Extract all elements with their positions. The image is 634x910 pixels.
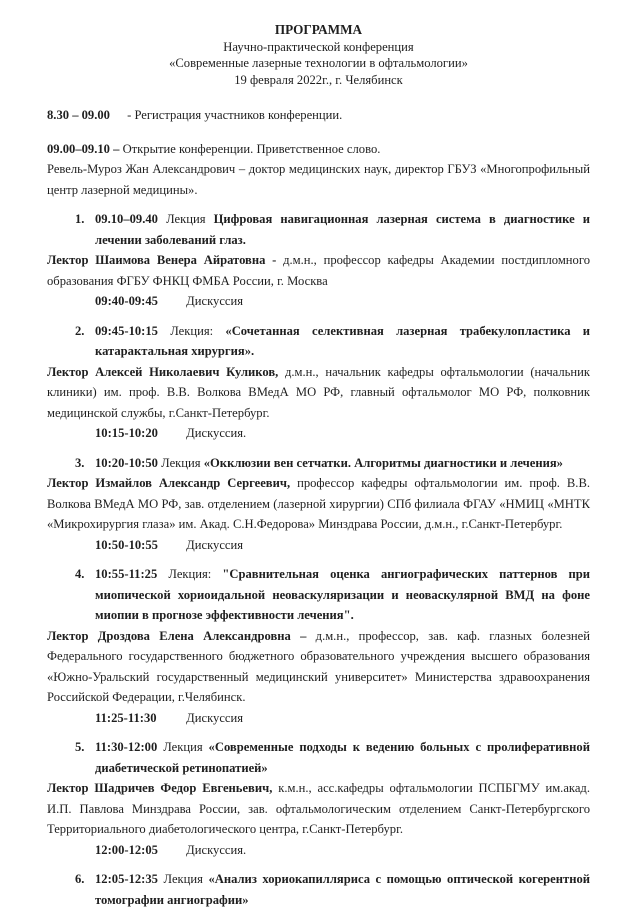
discussion-time: 10:15-10:20 bbox=[95, 426, 158, 440]
document-subtitle-1: Научно-практической конференция bbox=[223, 39, 414, 54]
item-time: 09.10–09.40 bbox=[95, 212, 158, 226]
item-number: 4. bbox=[75, 567, 85, 581]
item-discussion bbox=[47, 423, 590, 444]
item-discussion bbox=[47, 840, 590, 861]
item-header bbox=[47, 453, 590, 474]
item-type: Лекция bbox=[163, 740, 203, 754]
opening-time: 09.00–09.10 – bbox=[47, 141, 120, 156]
lecturer-info: д.м.н., профессор кафедры Академии постдипломного образования ФГБУ ФНКЦ ФМБА России, г. Москва bbox=[47, 253, 590, 288]
lecturer-name: Лектор Шадричев Федор Евгеньевич, bbox=[47, 781, 273, 795]
lecturer-name: Лектор Шаимова Венера Айратовна - bbox=[47, 253, 277, 267]
program-item-5 bbox=[47, 737, 590, 860]
item-header bbox=[47, 737, 590, 778]
item-header bbox=[47, 321, 590, 362]
lecturer-name: Лектор Алексей Николаевич Куликов, bbox=[47, 364, 279, 379]
discussion-label: Дискуссия. bbox=[186, 842, 247, 857]
item-lecturer bbox=[47, 626, 590, 708]
item-title: "Сравнительная оценка ангиографических паттернов при миопической хориоидальной неоваскуляризации и неоваскулярной ВМД на фоне миопии в прогнозе эффективности лечения". bbox=[95, 567, 590, 622]
lecturer-info: д.м.н., профессор, зав. каф. глазных болезней Федерального государственного бюджетного образовательного учреждения высшего образования «Южно-Уральский государственный медицинский университет» Министерства здравоохранения Российской Федерации, г.Челябинск. bbox=[47, 628, 590, 704]
lecturer-info: профессор кафедры офтальмологии им. проф. В.В. Волкова ВМедА МО РФ, зав. отделением (лазерной хирургии) СПб филиала ФГАУ «НМИЦ «МНТК «Микрохирургия глаза» им. Акад. С.Н.Федорова» Минздрава России, д.м.н., г.Санкт-Петербург. bbox=[47, 476, 590, 531]
opening-speaker: Ревель-Муроз Жан Александрович – доктор медицинских наук, директор ГБУЗ «Многопрофильный центр лазерной медицины». bbox=[47, 162, 590, 197]
item-number: 1. bbox=[75, 212, 85, 226]
lecturer-info: д.м.н., начальник кафедры офтальмологии (начальник клиники) им. проф. В.В. Волкова ВМедА МО РФ, главный офтальмолог МО РФ, полковник медицинской службы, г.Санкт-Петербург. bbox=[47, 364, 591, 420]
item-lecturer bbox=[47, 778, 590, 840]
item-number: 6. bbox=[75, 872, 85, 886]
item-type: Лекция bbox=[166, 212, 206, 226]
item-lecturer bbox=[47, 473, 590, 535]
document-subtitle-3: 19 февраля 2022г., г. Челябинск bbox=[234, 72, 403, 87]
discussion-time: 10:50-10:55 bbox=[95, 537, 158, 552]
discussion-time: 11:25-11:30 bbox=[95, 710, 157, 725]
item-discussion bbox=[47, 708, 590, 729]
item-type: Лекция bbox=[163, 872, 203, 886]
item-type: Лекция: bbox=[170, 323, 214, 338]
item-time: 10:55-11:25 bbox=[95, 567, 158, 581]
registration-time: 8.30 – 09.00 bbox=[47, 108, 110, 122]
item-type: Лекция bbox=[161, 455, 201, 470]
item-type: Лекция: bbox=[168, 567, 212, 581]
program-item-6 bbox=[47, 869, 590, 910]
discussion-time: 12:00-12:05 bbox=[95, 842, 158, 857]
document-subtitle-2: «Современные лазерные технологии в офтальмологии» bbox=[169, 56, 468, 70]
item-time: 11:30-12:00 bbox=[95, 740, 158, 754]
opening-block bbox=[47, 139, 590, 201]
item-title: «Современные подходы к ведению больных с пролиферативной диабетической ретинопатией» bbox=[95, 740, 590, 775]
item-time: 10:20-10:50 bbox=[95, 455, 158, 470]
discussion-label: Дискуссия bbox=[186, 294, 244, 308]
discussion-time: 09:40-09:45 bbox=[95, 294, 158, 308]
lecturer-name: Лектор Измайлов Александр Сергеевич, bbox=[47, 476, 291, 490]
item-number: 5. bbox=[75, 740, 85, 754]
program-item-1 bbox=[47, 209, 590, 312]
item-discussion bbox=[47, 291, 590, 312]
item-title: Цифровая навигационная лазерная система в диагностике и лечении заболеваний глаз. bbox=[95, 212, 590, 247]
item-header bbox=[47, 564, 590, 626]
opening-text: Открытие конференции. Приветственное слово. bbox=[122, 141, 381, 156]
item-number: 3. bbox=[75, 455, 85, 470]
lecturer-name: Лектор Дроздова Елена Александровна – bbox=[47, 628, 307, 643]
program-item-4 bbox=[47, 564, 590, 728]
discussion-label: Дискуссия bbox=[186, 710, 244, 725]
item-number: 2. bbox=[75, 323, 85, 338]
discussion-label: Дискуссия bbox=[186, 537, 244, 552]
item-lecturer bbox=[47, 250, 590, 291]
document-title: ПРОГРАММА bbox=[274, 22, 363, 37]
item-title: «Окклюзии вен сетчатки. Алгоритмы диагностики и лечения» bbox=[203, 455, 563, 470]
program-item-3 bbox=[47, 453, 590, 556]
item-header bbox=[47, 869, 590, 910]
lecturer-info: к.м.н., асс.кафедры офтальмологии ПСПБГМУ им.акад. И.П. Павлова Минздрава России, зав. офтальмологическим отделением Санкт-Петербургского Территориального диабетологического центра, г.Санкт-Петербург. bbox=[47, 781, 590, 836]
item-discussion bbox=[47, 535, 590, 556]
document-header bbox=[47, 22, 590, 88]
program-item-2 bbox=[47, 321, 590, 444]
item-title: «Сочетанная селективная лазерная трабекулопластика и катарактальная хирургия». bbox=[95, 323, 590, 358]
item-time: 09:45-10:15 bbox=[95, 323, 158, 338]
discussion-label: Дискуссия. bbox=[186, 426, 247, 440]
item-title: «Анализ хориокапилляриса с помощью оптической когерентной томографии ангиографии» bbox=[95, 872, 591, 907]
registration-text: - Регистрация участников конференции. bbox=[127, 108, 343, 122]
opening-line bbox=[47, 139, 590, 160]
registration-line bbox=[47, 105, 590, 126]
item-header bbox=[47, 209, 590, 250]
item-time: 12:05-12:35 bbox=[95, 872, 158, 886]
item-lecturer bbox=[47, 362, 590, 424]
